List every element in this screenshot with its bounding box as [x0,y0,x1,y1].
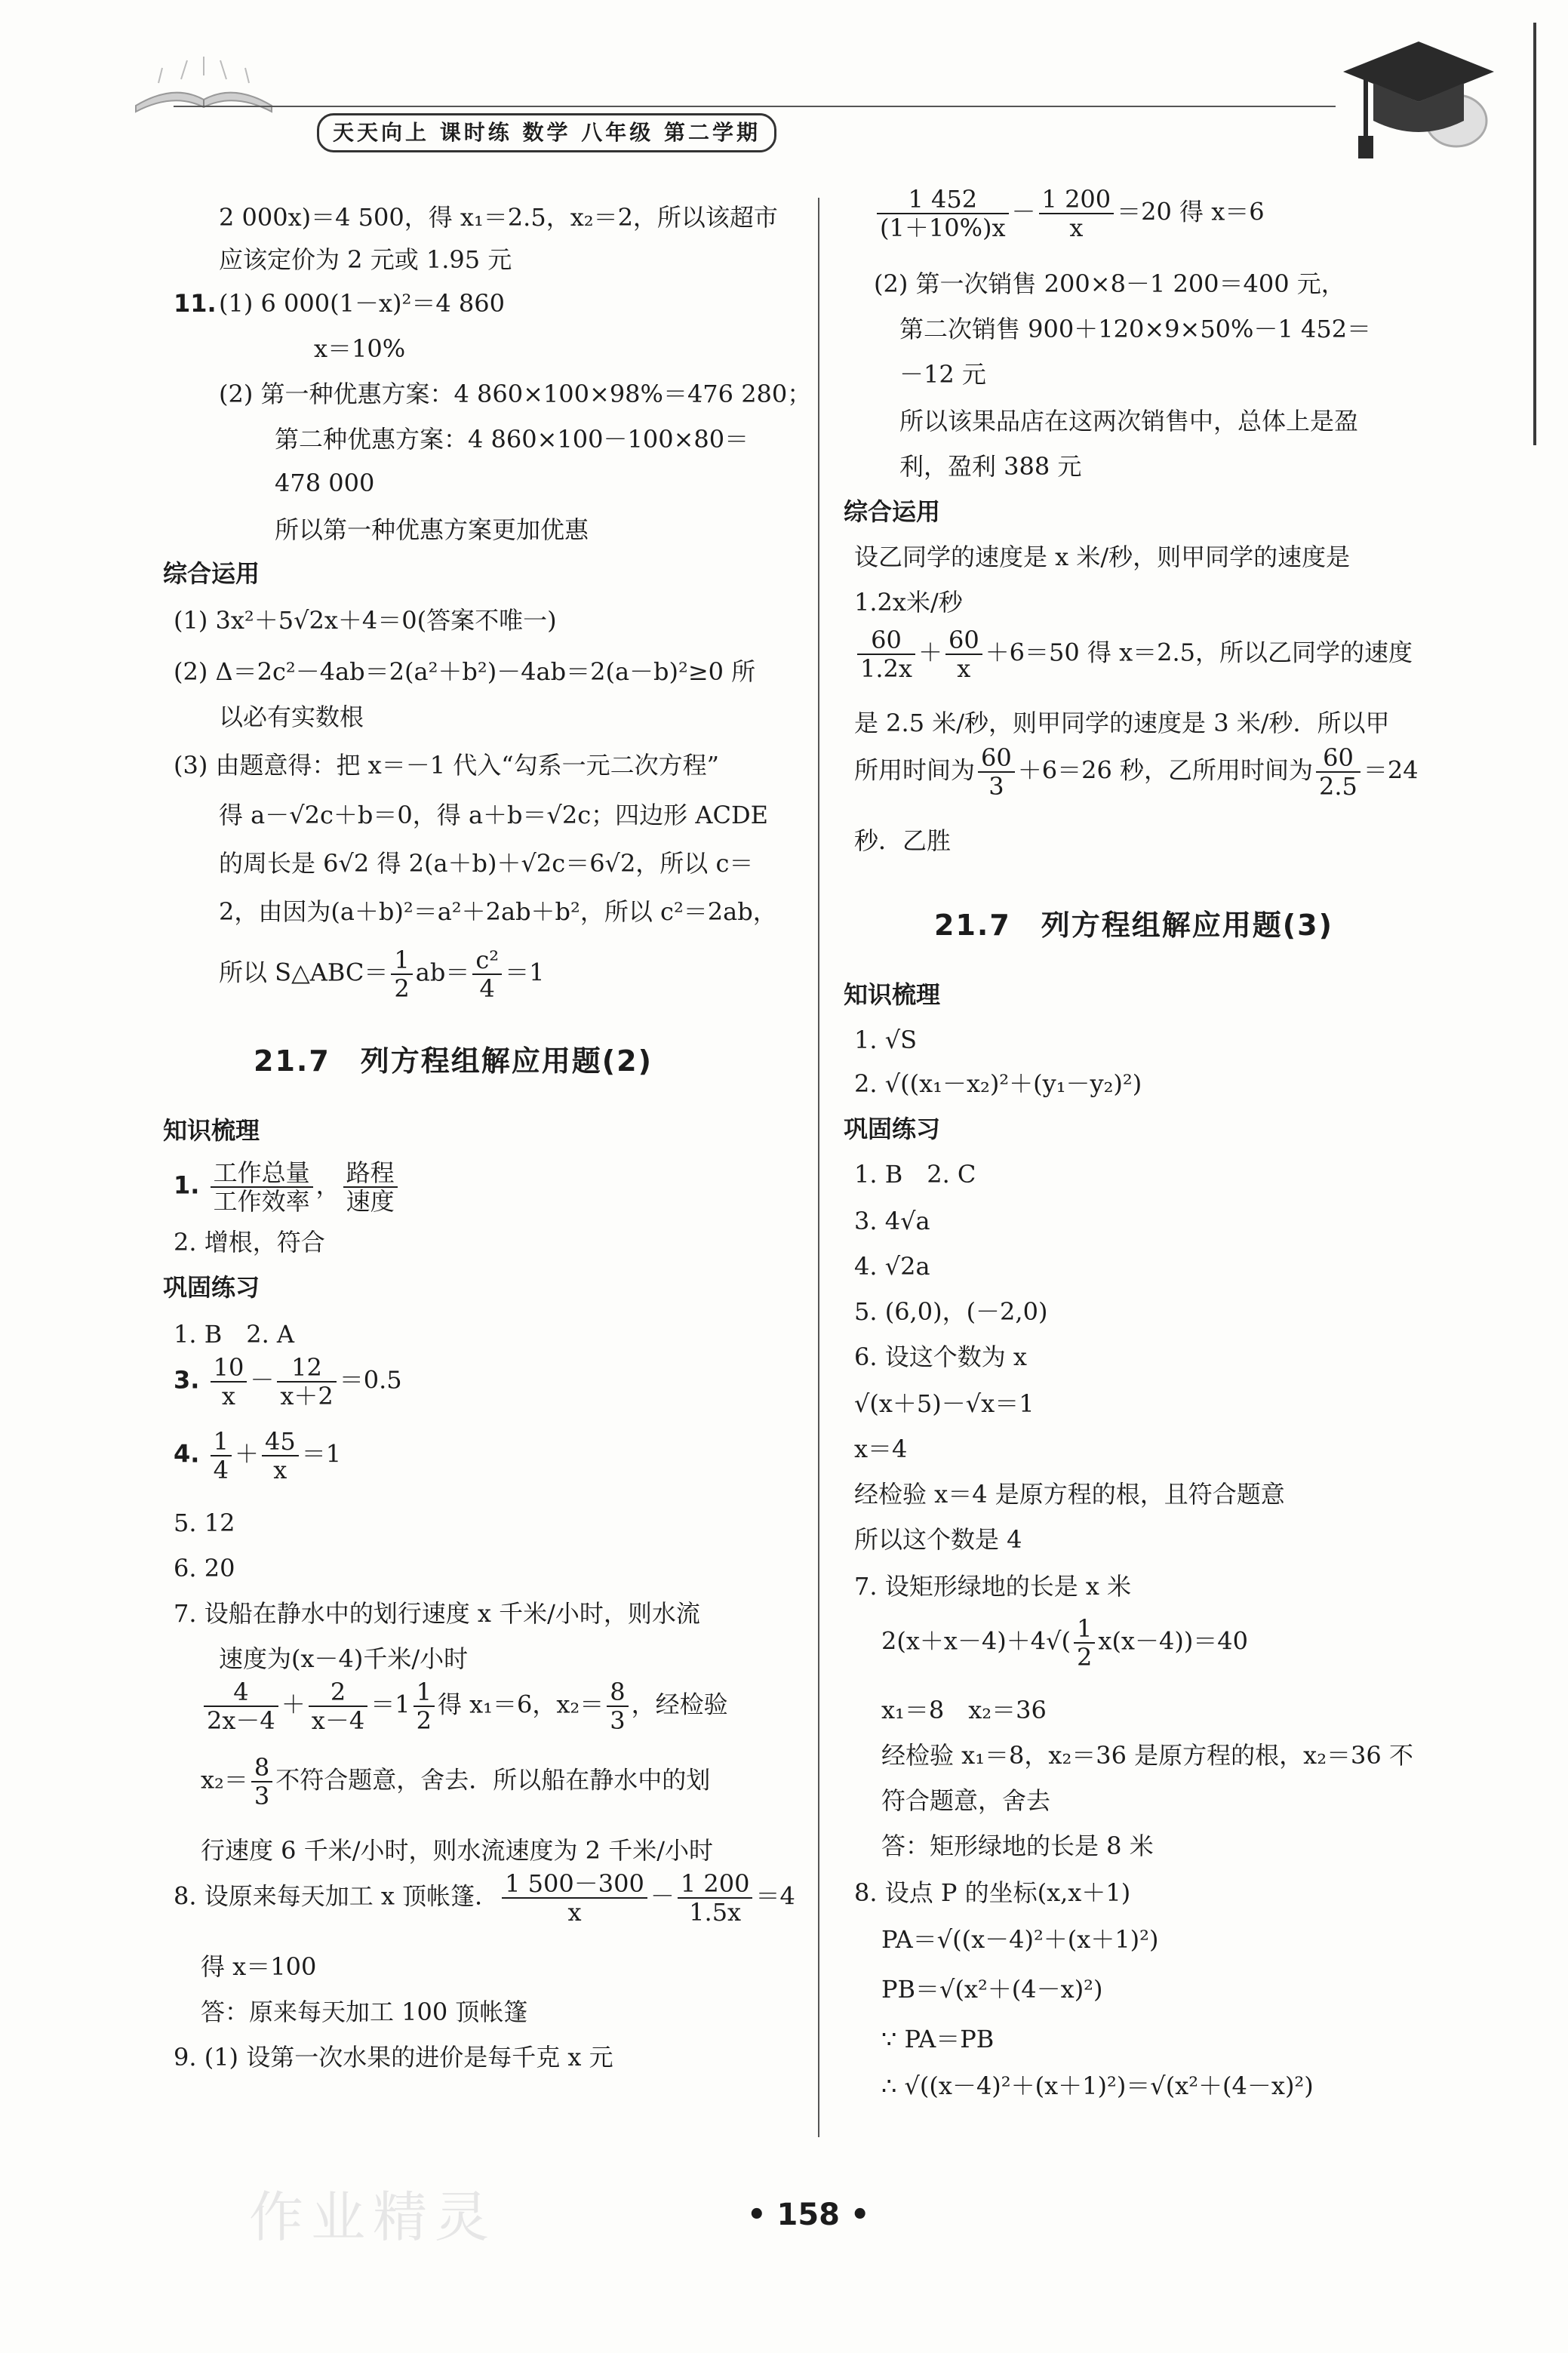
text-line: 2. √((x₁－x₂)²＋(y₁－y₂)²) [854,1069,1142,1098]
denominator: x [221,1382,235,1410]
denominator: 工作效率 [213,1187,310,1216]
item-number: 1. [174,1170,200,1200]
text-line: PA＝√((x－4)²＋(x＋1)²) [881,1925,1159,1954]
practice-item-4 [174,1428,341,1484]
fraction [1316,744,1360,800]
denominator: 1.5x [689,1898,742,1927]
text-run: ＝1 [301,1439,342,1469]
fraction [204,1678,278,1734]
operator: － [650,1881,675,1911]
text-line: (1) 6 000(1－x)²＝4 860 [219,289,505,318]
numerator: 4 [204,1678,278,1707]
numerator: 60 [1316,744,1360,773]
text-run: x(x－4))＝40 [1098,1626,1249,1656]
text-line: 的周长是 6√2 得 2(a＋b)＋√2c＝6√2，所以 c＝ [219,849,754,878]
fraction [877,186,1009,241]
equation-line [881,1615,1248,1671]
text-run: ＝4 [755,1881,795,1911]
subheading: 综合运用 [844,497,941,526]
text-run: ab＝ [415,958,470,987]
numerator: 1 200 [678,1870,753,1899]
fraction [945,626,982,682]
text-line: 1. B 2. A [174,1320,295,1349]
numerator: 1 [414,1678,435,1707]
text-run: ＝0.5 [339,1365,402,1395]
numerator: 2 [309,1678,367,1707]
denominator: x [273,1456,287,1484]
fraction [211,1428,232,1484]
text-line: 所以该果品店在这两次销售中，总体上是盈 [899,407,1359,435]
text-line: 4. √2a [854,1252,930,1281]
numerator: 45 [262,1428,299,1456]
operator: － [250,1365,275,1395]
numerator: 8 [251,1754,272,1782]
text-line: 1. √S [854,1026,918,1054]
denominator: 3 [254,1782,270,1810]
denominator: 4 [479,974,495,1003]
text-line: 1. B 2. C [854,1160,976,1189]
numerator: 1 [1074,1615,1095,1644]
fraction [277,1354,336,1410]
text-line: (3) 由题意得：把 x＝－1 代入“勾系一元二次方程” [174,751,719,780]
practice-item-3 [174,1354,402,1410]
text-line: 第二次销售 900＋120×9×50%－1 452＝ [899,315,1372,343]
section-title: 21.7 列方程组解应用题(2) [254,1044,653,1078]
text-run: 所用时间为 [854,755,976,785]
fraction [211,1159,313,1215]
text-line: 第二种优惠方案：4 860×100－100×80＝ [275,425,749,454]
equation-line [854,744,1419,800]
text-line: 2，由因为(a＋b)²＝a²＋2ab＋b²，所以 c²＝2ab， [219,897,777,926]
equation-line [201,1754,710,1810]
text-run: ＝24 [1363,755,1419,785]
text-run: ＝1 [370,1690,410,1719]
page-number: • 158 • [747,2198,870,2232]
denominator: (1＋10%)x [880,214,1006,242]
text-line: PB＝√(x²＋(4－x)²) [881,1975,1103,2004]
numerator: 1 200 [1039,186,1115,214]
equation-line [854,626,1413,682]
subheading: 巩固练习 [844,1115,941,1143]
fraction [1039,186,1115,241]
text-line: －12 元 [899,360,986,389]
text-line: 得 a－√2c＋b＝0，得 a＋b＝√2c；四边形 ACDE [219,801,768,829]
denominator: 4 [213,1456,229,1484]
text-run: x₂＝ [201,1765,248,1795]
equation-line [201,1678,728,1734]
denominator: 1.2x [860,654,912,683]
numerator: 1 [211,1428,232,1456]
text-run: 所以 S△ABC＝ [219,958,389,987]
text-line: 7. 设矩形绿地的长是 x 米 [854,1572,1132,1601]
operator: － [1011,197,1036,226]
fraction [211,1354,247,1410]
text-line: 2 000x)＝4 500，得 x₁＝2.5，x₂＝2，所以该超市 [219,203,778,232]
subheading: 知识梳理 [163,1116,260,1145]
item-number: 3. [174,1365,200,1395]
text-line: 2. 增根，符合 [174,1228,325,1256]
text-run: ＝20 得 x＝6 [1117,197,1265,226]
denominator: 2 [394,974,410,1003]
text-line: 所以第一种优惠方案更加优惠 [275,515,589,544]
question-number: 11. [174,289,217,318]
subheading: 综合运用 [163,559,260,588]
column-divider [818,198,819,2137]
graduation-cap-icon [1328,30,1509,174]
denominator: 2 [416,1706,432,1735]
text-line: 1.2x米/秒 [854,588,963,617]
text-line: 6. 设这个数为 x [854,1343,1027,1371]
fraction [391,946,412,1002]
text-line: 8. 设点 P 的坐标(x,x＋1) [854,1878,1131,1907]
text-line: 应该定价为 2 元或 1.95 元 [219,245,512,274]
fraction [343,1159,398,1215]
numerator: 8 [607,1678,628,1707]
fraction [1074,1615,1095,1671]
equation-line [874,186,1265,241]
fraction [502,1870,647,1926]
text-line: (1) 3x²＋5√2x＋4＝0(答案不唯一) [174,606,557,635]
section-title: 21.7 列方程组解应用题(3) [934,909,1333,942]
text-line: 行速度 6 千米/小时，则水流速度为 2 千米/小时 [201,1836,713,1865]
text-run: 不符合题意，舍去．所以船在静水中的划 [275,1765,711,1795]
text-line: 利，盈利 388 元 [899,452,1082,481]
text-line: 秒．乙胜 [854,826,952,855]
separator: ， [315,1170,340,1200]
text-line: 3. 4√a [854,1207,930,1235]
denominator: x－4 [311,1706,365,1735]
text-run: ，经检验 [631,1690,728,1719]
subheading: 知识梳理 [844,980,941,1009]
text-line: (2) Δ＝2c²－4ab＝2(a²＋b²)－4ab＝2(a－b)²≥0 所 [174,657,756,686]
numerator: 工作总量 [211,1159,313,1188]
numerator: 1 452 [877,186,1009,214]
text-line: 5. (6,0)，(－2,0) [854,1297,1048,1326]
fraction [251,1754,272,1810]
page-edge-rule [1533,23,1536,445]
practice-item-8 [174,1870,795,1926]
text-line: 答：原来每天加工 100 顶帐篷 [201,1998,528,2026]
denominator: x [957,654,971,683]
fraction [607,1678,628,1734]
denominator: 2.5 [1319,772,1357,801]
operator: ＋ [281,1690,306,1719]
fraction [309,1678,367,1734]
text-line: 速度为(x－4)千米/小时 [219,1644,469,1673]
numerator: 1 500－300 [502,1870,647,1899]
text-line: 设乙同学的速度是 x 米/秒，则甲同学的速度是 [854,543,1351,571]
watermark: 作业精灵 [249,2185,497,2249]
denominator: 速度 [346,1187,395,1216]
text-run: 得 x₁＝6，x₂＝ [437,1690,604,1719]
denominator: x＋2 [280,1382,334,1410]
text-line: 7. 设船在静水中的划行速度 x 千米/小时，则水流 [174,1599,700,1628]
text-line: √(x＋5)－√x＝1 [854,1389,1035,1418]
text-line: 6. 20 [174,1554,235,1583]
text-line: 5. 12 [174,1509,235,1537]
text-line: 得 x＝100 [201,1952,317,1981]
denominator: x [1069,214,1084,242]
numerator: 60 [978,744,1015,773]
subheading: 巩固练习 [163,1273,260,1302]
text-line: 478 000 [275,469,375,497]
denominator: 3 [988,772,1004,801]
text-run: 2(x＋x－4)＋4√( [881,1626,1071,1656]
area-formula [219,946,544,1002]
text-run: ＝1 [505,958,545,987]
text-line: 以必有实数根 [219,703,364,731]
fraction [414,1678,435,1734]
numerator: c² [472,946,502,975]
text-line: (2) 第一次销售 200×8－1 200＝400 元， [874,269,1345,298]
text-line: ∵ PA＝PB [881,2025,995,2053]
header-title: 天天向上 课时练 数学 八年级 第二学期 [317,113,776,152]
text-line: 经检验 x₁＝8，x₂＝36 是原方程的根，x₂＝36 不 [881,1741,1413,1770]
fraction [678,1870,753,1926]
text-line: 答：矩形绿地的长是 8 米 [881,1832,1154,1860]
text-line: x＝10% [314,334,406,363]
denominator: 3 [610,1706,626,1735]
fraction [472,946,502,1002]
denominator: 2 [1077,1643,1093,1672]
text-line: ∴ √((x－4)²＋(x＋1)²)＝√(x²＋(4－x)²) [881,2072,1314,2100]
text-run: 8. 设原来每天加工 x 顶帐篷． [174,1881,500,1911]
text-line: 经检验 x＝4 是原方程的根，且符合题意 [854,1480,1285,1509]
header-rule [174,106,1336,107]
text-line: 9. (1) 设第一次水果的进价是每千克 x 元 [174,2043,613,2072]
numerator: 路程 [343,1159,398,1188]
numerator: 60 [945,626,982,655]
text-run: ＋6＝50 得 x＝2.5，所以乙同学的速度 [985,638,1413,667]
numerator: 1 [391,946,412,975]
item-number: 4. [174,1439,200,1469]
numerator: 12 [277,1354,336,1383]
text-run: ＋6＝26 秒，乙所用时间为 [1017,755,1313,785]
open-book-icon [128,53,279,121]
fraction [857,626,915,682]
fraction [978,744,1015,800]
text-line: x＝4 [854,1435,908,1463]
fraction [262,1428,299,1484]
text-line: (2) 第一种优惠方案：4 860×100×98%＝476 280； [219,380,812,408]
operator: ＋ [918,638,942,667]
text-line: 是 2.5 米/秒，则甲同学的速度是 3 米/秒．所以甲 [854,709,1390,737]
denominator: 2x－4 [207,1706,275,1735]
text-line: 所以这个数是 4 [854,1525,1022,1554]
numerator: 60 [857,626,915,655]
operator: ＋ [234,1439,259,1469]
text-line: 符合题意，舍去 [881,1786,1051,1815]
text-line: x₁＝8 x₂＝36 [881,1696,1047,1724]
denominator: x [567,1898,582,1927]
knowledge-item-1 [174,1159,401,1215]
numerator: 10 [211,1354,247,1383]
